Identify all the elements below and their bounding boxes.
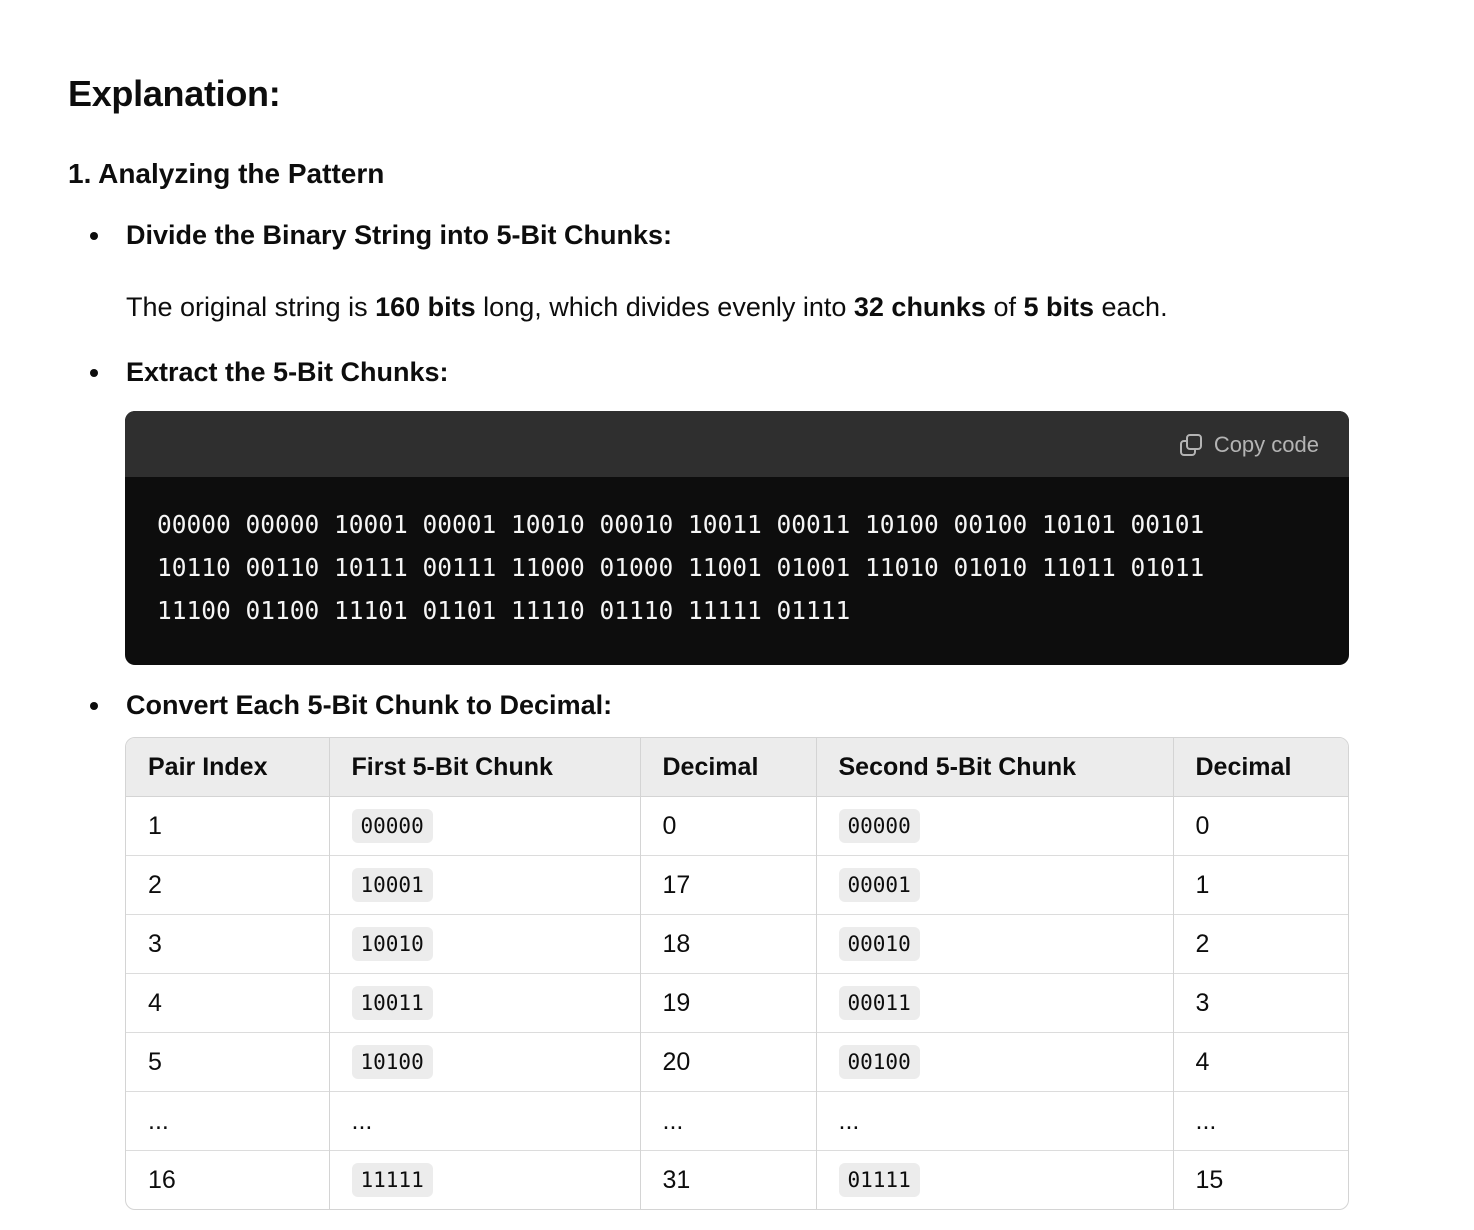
code-block-header: [125, 411, 1349, 477]
table-header-row: [126, 738, 1348, 797]
bullet-convert: Convert Each 5-Bit Chunk to Decimal:: [126, 687, 612, 723]
code-block: [125, 411, 1349, 665]
table-row: [126, 915, 1348, 974]
binary-chip: 11111: [352, 1163, 433, 1197]
cell-pair-index: ...: [126, 1092, 329, 1151]
paragraph-bit-length: [126, 289, 1168, 325]
cell-second-chunk: [816, 974, 1173, 1033]
binary-chip: 00001: [839, 868, 920, 902]
code-body: [125, 477, 1349, 632]
paragraph-text: long, which divides evenly into: [475, 292, 854, 322]
cell-first-decimal: 31: [640, 1151, 816, 1210]
table-row: [126, 856, 1348, 915]
code-line: 11100 01100 11101 01101 11110 01110 11111 01111: [157, 596, 851, 625]
cell-second-decimal: 2: [1173, 915, 1348, 974]
column-header-first-decimal: Decimal: [640, 738, 816, 797]
table-row: [126, 1151, 1348, 1210]
copy-code-button[interactable]: [1178, 431, 1319, 459]
paragraph-bold: 5 bits: [1023, 292, 1095, 322]
cell-pair-index: 16: [126, 1151, 329, 1210]
cell-first-chunk: ...: [329, 1092, 640, 1151]
cell-first-decimal: 17: [640, 856, 816, 915]
paragraph-text: each.: [1094, 292, 1168, 322]
cell-second-decimal: 1: [1173, 856, 1348, 915]
section-heading: Explanation:: [68, 73, 281, 114]
binary-chip: 01111: [839, 1163, 920, 1197]
binary-chip: 00000: [839, 809, 920, 843]
column-header-first-chunk: First 5-Bit Chunk: [329, 738, 640, 797]
binary-chip: 00000: [352, 809, 433, 843]
paragraph-bold: 32 chunks: [853, 292, 986, 322]
cell-second-chunk: [816, 1033, 1173, 1092]
binary-chip: 10001: [352, 868, 433, 902]
cell-second-decimal: 4: [1173, 1033, 1348, 1092]
cell-second-chunk: [816, 856, 1173, 915]
copy-icon: [1178, 432, 1204, 458]
column-header-second-chunk: Second 5-Bit Chunk: [816, 738, 1173, 797]
cell-first-decimal: ...: [640, 1092, 816, 1151]
cell-second-decimal: 0: [1195, 811, 1210, 840]
sub-heading: 1. Analyzing the Pattern: [68, 158, 385, 189]
binary-chip: 00010: [839, 927, 920, 961]
cell-second-chunk: ...: [816, 1092, 1173, 1151]
paragraph-text: of: [985, 292, 1024, 322]
table-row: [126, 1033, 1348, 1092]
code-line: 10110 00110 10111 00111 11000 01000 11001 01001 11010 01010 11011 01011: [157, 553, 1205, 582]
bullet-extract: Extract the 5-Bit Chunks:: [126, 354, 449, 390]
cell-second-decimal: 3: [1173, 974, 1348, 1033]
cell-second-chunk: [816, 1151, 1173, 1210]
conversion-table: [125, 737, 1349, 1210]
cell-first-chunk: [329, 1033, 640, 1092]
bullet-divide: Divide the Binary String into 5-Bit Chunks:: [126, 217, 672, 253]
cell-pair-index: 3: [126, 915, 329, 974]
binary-chip: 00011: [839, 986, 920, 1020]
cell-first-chunk: [329, 1151, 640, 1210]
cell-first-chunk: [329, 856, 640, 915]
cell-second-chunk: [816, 797, 1173, 856]
table-row-ellipsis: [126, 1092, 1348, 1151]
binary-chip: 10010: [352, 927, 433, 961]
binary-chip: 10100: [352, 1045, 433, 1079]
cell-pair-index: 4: [126, 974, 329, 1033]
cell-first-chunk: [329, 974, 640, 1033]
column-header-second-decimal: Decimal: [1173, 738, 1348, 797]
column-header-pair-index: Pair Index: [126, 738, 329, 797]
cell-first-decimal: 0: [640, 797, 816, 856]
table-row: [126, 797, 1348, 856]
cell-second-decimal: 15: [1173, 1151, 1348, 1210]
cell-first-chunk: [329, 797, 640, 856]
paragraph-text: The original string is: [126, 292, 376, 322]
cell-first-chunk: [329, 915, 640, 974]
binary-chip: 10011: [352, 986, 433, 1020]
cell-second-chunk: [816, 915, 1173, 974]
cell-second-decimal: ...: [1173, 1092, 1348, 1151]
cell-first-decimal: 18: [640, 915, 816, 974]
cell-pair-index: 1: [126, 797, 329, 856]
cell-pair-index: 2: [126, 856, 329, 915]
binary-chip: 00100: [839, 1045, 920, 1079]
cell-first-decimal: 19: [640, 974, 816, 1033]
paragraph-bold: 160 bits: [375, 292, 476, 322]
code-line: 00000 00000 10001 00001 10010 00010 10011 00011 10100 00100 10101 00101: [157, 510, 1205, 539]
cell-pair-index: 5: [126, 1033, 329, 1092]
copy-code-label: Copy code: [1213, 432, 1319, 457]
table-row: [126, 974, 1348, 1033]
cell-first-decimal: 20: [640, 1033, 816, 1092]
